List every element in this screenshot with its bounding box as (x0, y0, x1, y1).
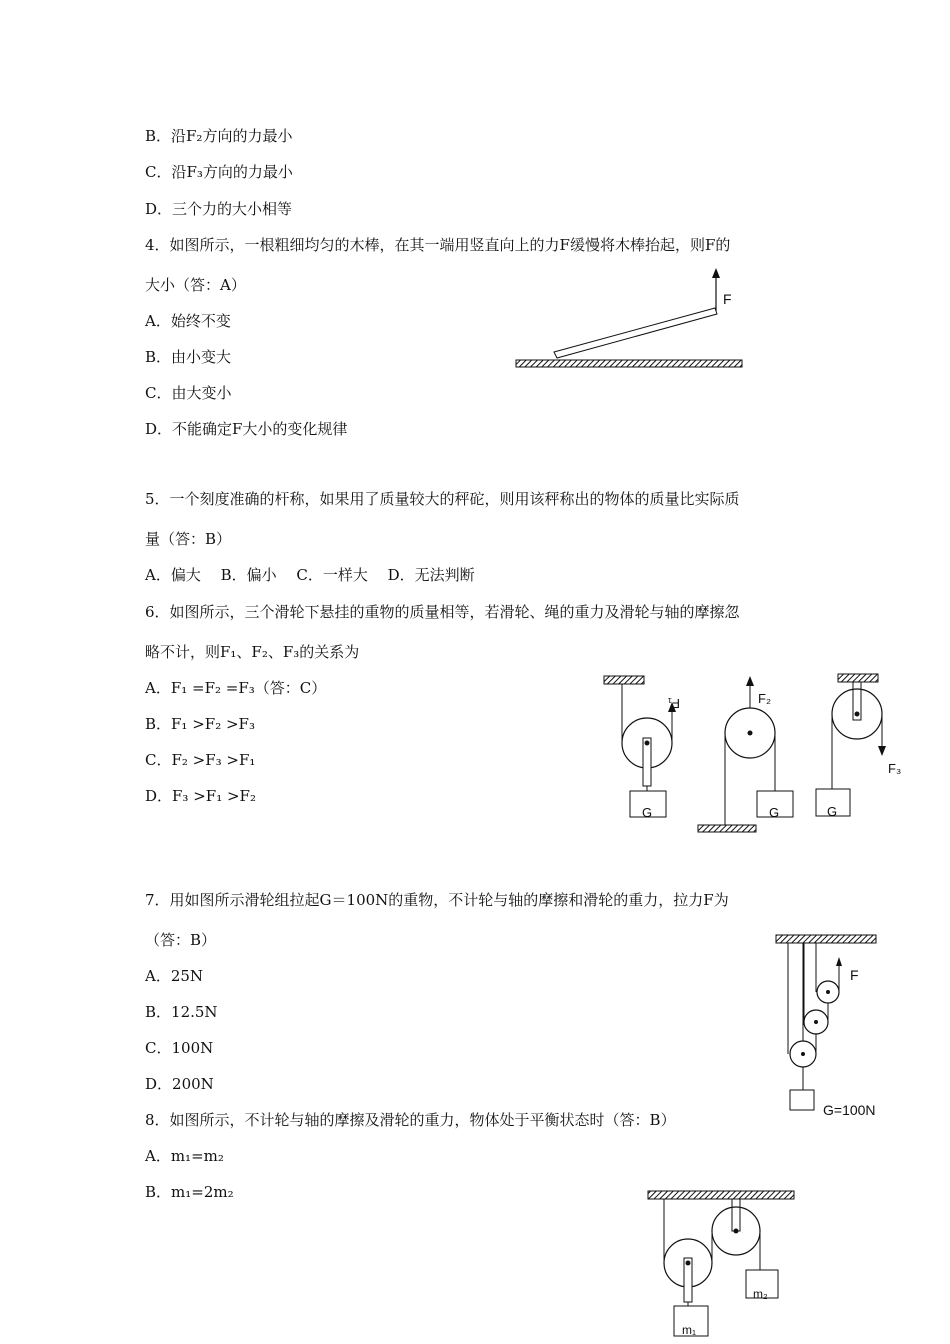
q8-option-b: B．m₁=2m₂ (145, 1183, 234, 1201)
weight-label: G (827, 804, 838, 819)
q6-option-c: C．F₂ >F₃ >F₁ (145, 751, 256, 769)
q4-stem-line-1: 4．如图所示，一根粗细均匀的木棒，在其一端用竖直向上的力F缓慢将木棒抬起，则F的 (145, 236, 731, 254)
pulley-axle (748, 731, 753, 736)
weight-label: G (642, 805, 653, 820)
force-label: F (723, 291, 732, 307)
q5-stem-line-1: 5．一个刻度准确的杆称，如果用了质量较大的秤砣，则用该秤称出的物体的质量比实际质 (145, 490, 740, 508)
f2-label: F₂ (758, 691, 771, 706)
q8-pulleys-figure (640, 1184, 805, 1340)
q7-pulley-block-figure (770, 930, 890, 1120)
arrow-head-icon (712, 268, 720, 278)
arrow-head-icon (878, 746, 886, 756)
ceiling-hatch (776, 935, 876, 943)
q4-option-c: C．由大变小 (145, 384, 232, 402)
pulley-axle (855, 712, 860, 717)
f3-label: F₃ (888, 761, 902, 776)
q4-stem-line-2: 大小（答：A） (145, 276, 246, 294)
q6-pulleys-figure (598, 670, 918, 840)
force-label: F (850, 967, 859, 983)
weight-box (790, 1090, 814, 1110)
q5-options: A．偏大 B．偏小 C．一样大 D．无法判断 (145, 566, 475, 584)
q4-option-d: D．不能确定F大小的变化规律 (145, 420, 348, 438)
q6-stem-line-1: 6．如图所示，三个滑轮下悬挂的重物的质量相等，若滑轮、绳的重力及滑轮与轴的摩擦忽 (145, 603, 740, 621)
pulley-axle (734, 1229, 739, 1234)
q7-stem-line-1: 7．用如图所示滑轮组拉起G＝100N的重物，不计轮与轴的摩擦和滑轮的重力，拉力F为 (145, 891, 729, 909)
q6-option-b: B．F₁ >F₂ >F₃ (145, 715, 255, 733)
q4-rod-figure (510, 268, 750, 373)
q8-option-a: A．m₁=m₂ (145, 1147, 224, 1165)
q8-stem: 8．如图所示，不计轮与轴的摩擦及滑轮的重力，物体处于平衡状态时（答：B） (145, 1111, 676, 1129)
ceiling-hatch (604, 676, 644, 684)
pulley-axle (801, 1052, 805, 1056)
m2-label: m₂ (753, 1287, 768, 1301)
q7-option-d: D．200N (145, 1075, 214, 1093)
f1-label: F₁ (667, 696, 680, 711)
weight-label: G=100N (823, 1102, 876, 1118)
q3-option-b: B．沿F₂方向的力最小 (145, 127, 293, 145)
rod (554, 308, 717, 358)
ceiling-hatch (648, 1191, 794, 1199)
q7-option-b: B．12.5N (145, 1003, 218, 1021)
q4-option-a: A．始终不变 (145, 312, 231, 330)
arrow-head-icon (836, 957, 842, 966)
q7-stem-line-2: （答：B） (145, 931, 217, 949)
pulley-axle (814, 1020, 818, 1024)
q4-option-b: B．由小变大 (145, 348, 232, 366)
m1-label: m₁ (682, 1323, 697, 1337)
pulley-axle (826, 990, 830, 994)
q6-option-a: A．F₁ =F₂ =F₃（答：C） (145, 679, 327, 697)
ground-hatch (698, 825, 756, 832)
pulley-axle (645, 741, 650, 746)
pulley-axle-bracket (732, 1199, 740, 1231)
q6-stem-line-2: 略不计，则F₁、F₂、F₃的关系为 (145, 643, 360, 661)
q7-option-c: C．100N (145, 1039, 214, 1057)
q7-option-a: A．25N (145, 967, 204, 985)
q3-option-c: C．沿F₃方向的力最小 (145, 163, 293, 181)
q3-option-d: D．三个力的大小相等 (145, 200, 293, 218)
q6-option-d: D．F₃ >F₁ >F₂ (145, 787, 256, 805)
weight-label: G (769, 805, 780, 820)
pulley-axle (686, 1261, 691, 1266)
ground-hatch (516, 360, 742, 367)
arrow-head-icon (746, 676, 754, 686)
ceiling-hatch (838, 674, 878, 682)
q5-stem-line-2: 量（答：B） (145, 530, 232, 548)
